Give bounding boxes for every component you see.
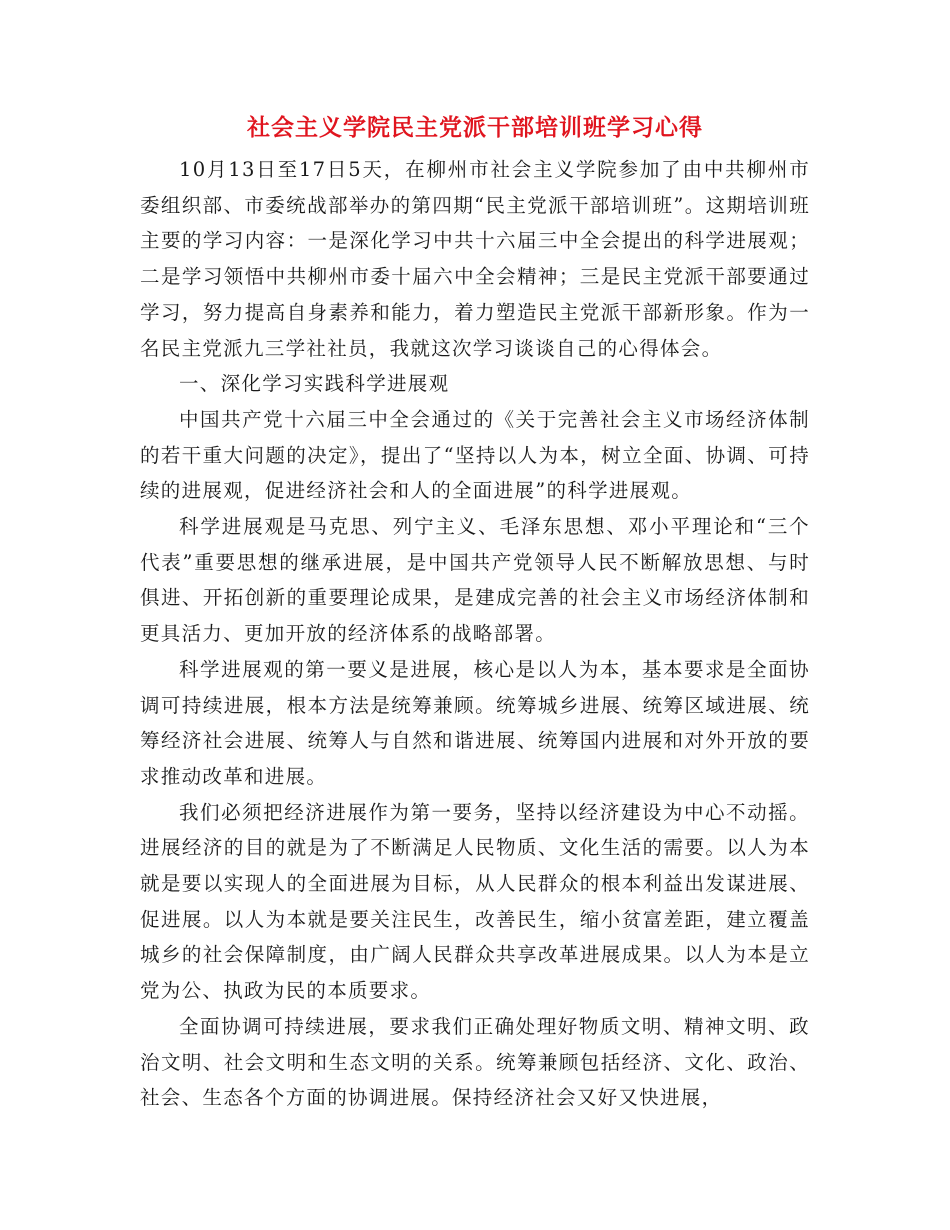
paragraph-theory: 科学进展观是马克思、列宁主义、毛泽东思想、邓小平理论和“三个代表”重要思想的继承进展，是中国共产党领导人民不断解放思想、与时俱进、开拓创新的重要理论成果，是建成完善的社会主义市场经济体制和更具活力、更加开放的经济体系的战略部署。 [140,515,810,646]
paragraph-economy: 我们必须把经济进展作为第一要务，坚持以经济建设为中心不动摇。进展经济的目的就是为了不断满足人民物质、文化生活的需要。以人为本就是要以实现人的全面进展为目标，从人民群众的根本利益出发谋进展、促进展。以人为本就是要关注民生，改善民生，缩小贫富差距，建立覆盖城乡的社会保障制度，由广阔人民群众共享改革进展成果。以人为本是立党为公、执政为民的本质要求。 [140,800,810,1003]
paragraph-decision: 中国共产党十六届三中全会通过的《关于完善社会主义市场经济体制的若干重大问题的决定》，提出了“坚持以人为本，树立全面、协调、可持续的进展观，促进经济社会和人的全面进展”的科学进展观。 [140,407,810,503]
paragraph-sustainable: 全面协调可持续进展，要求我们正确处理好物质文明、精神文明、政治文明、社会文明和生态文明的关系。统筹兼顾包括经济、文化、政治、社会、生态各个方面的协调进展。保持经济社会又好又快进展， [140,1014,810,1110]
document-page [140,108,810,1116]
document-title: 社会主义学院民主党派干部培训班学习心得 [247,114,703,141]
paragraph-first-principle: 科学进展观的第一要义是进展，核心是以人为本，基本要求是全面协调可持续进展，根本方法是统筹兼顾。统筹城乡进展、统筹区域进展、统筹经济社会进展、统筹人与自然和谐进展、统筹国内进展和对外开放的要求推动改革和进展。 [140,657,810,788]
section-heading-1: 一、深化学习实践科学进展观 [179,372,450,396]
paragraph-intro: 10月13日至17日5天，在柳州市社会主义学院参加了由中共柳州市委组织部、市委统战部举办的第四期“民主党派干部培训班”。这期培训班主要的学习内容：一是深化学习中共十六届三中全会提出的科学进展观；二是学习领悟中共柳州市委十届六中全会精神；三是民主党派干部要通过学习，努力提高自身素养和能力，着力塑造民主党派干部新形象。作为一名民主党派九三学社社员，我就这次学习谈谈自己的心得体会。 [140,158,810,360]
